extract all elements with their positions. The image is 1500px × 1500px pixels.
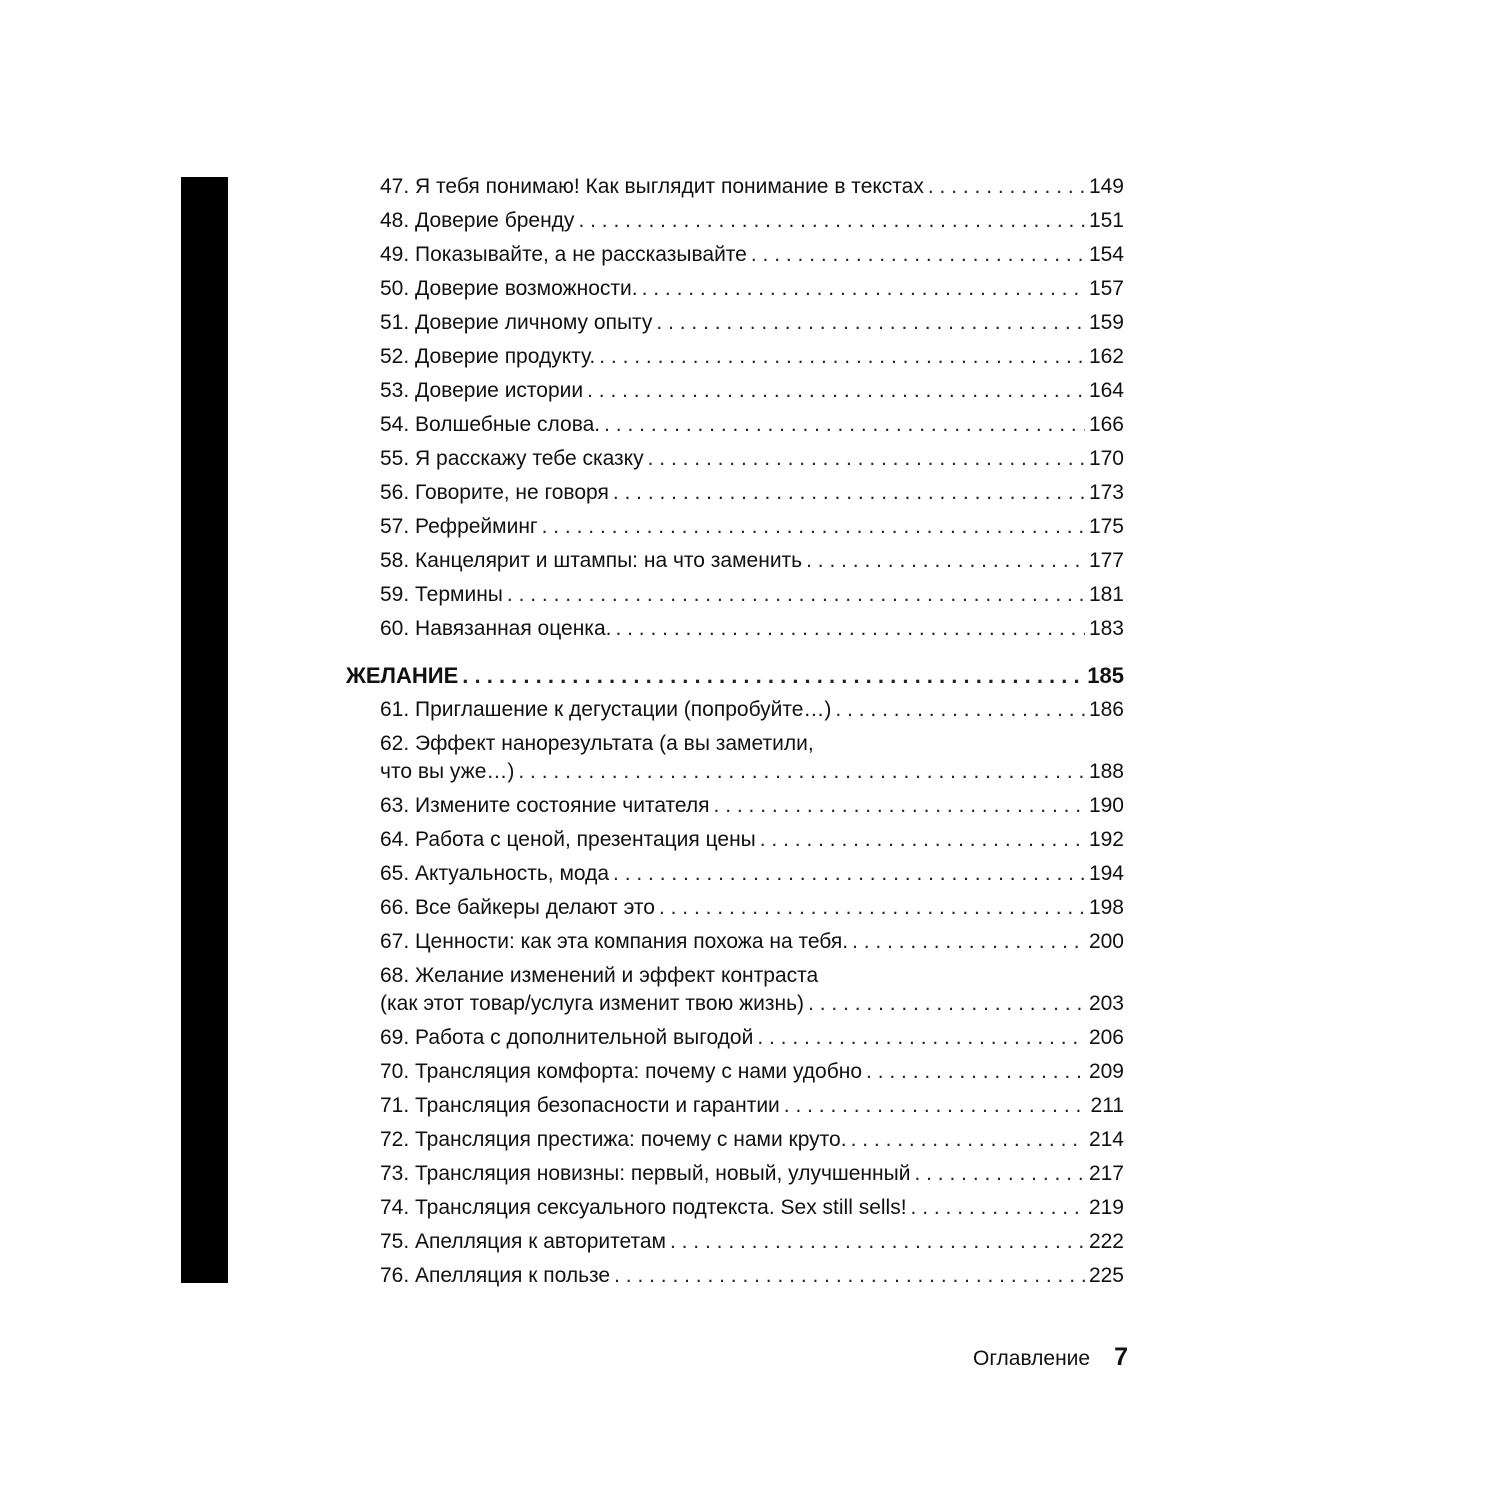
leader-dots (578, 204, 1085, 238)
toc-entry[interactable] (346, 340, 1124, 374)
toc-entry-page: 217 (1088, 1162, 1124, 1185)
leader-dots (604, 408, 1085, 442)
toc-entry-title: 59. Термины (380, 583, 503, 606)
toc-entry-title-line1: 68. Желание изменений и эффект контраста (380, 964, 819, 987)
toc-entry-page: 200 (1088, 930, 1124, 953)
toc-entry[interactable] (346, 1259, 1124, 1293)
leader-dots (613, 857, 1085, 891)
leader-dots (835, 693, 1085, 727)
toc-entry-page: 192 (1088, 828, 1124, 851)
leader-dots (518, 758, 1085, 786)
toc-entry[interactable] (346, 374, 1124, 408)
toc-entry[interactable] (346, 1089, 1124, 1123)
toc-entry[interactable] (346, 1055, 1124, 1089)
toc-entry-page: 159 (1088, 311, 1124, 334)
leader-dots (806, 544, 1085, 578)
toc-entry-page: 222 (1088, 1230, 1124, 1253)
toc-entry-title: 50. Доверие возможности. (380, 277, 638, 300)
toc-entry-title: 54. Волшебные слова. (380, 413, 601, 436)
toc-entry-title: 48. Доверие бренду (380, 209, 575, 232)
toc-entry[interactable] (346, 789, 1124, 823)
toc-entry-page: 157 (1088, 277, 1124, 300)
leader-dots (656, 306, 1085, 340)
page-footer (973, 1343, 1128, 1372)
toc-entry[interactable] (346, 476, 1124, 510)
leader-dots (928, 170, 1085, 204)
running-title: Оглавление (973, 1347, 1091, 1370)
toc-entry[interactable] (346, 544, 1124, 578)
leader-dots (808, 990, 1085, 1018)
toc-entry-title: 66. Все байкеры делают это (380, 896, 655, 919)
toc-entry-page: 154 (1088, 243, 1124, 266)
toc-entry-title: 71. Трансляция безопасности и гарантии (380, 1094, 780, 1117)
toc-entry-page: 194 (1088, 862, 1124, 885)
toc-entry[interactable] (346, 578, 1124, 612)
leader-dots (642, 272, 1085, 306)
toc-entry-page: 149 (1088, 175, 1124, 198)
toc-entry[interactable] (346, 693, 1124, 727)
leader-dots (670, 1225, 1085, 1259)
toc-entry[interactable] (346, 170, 1124, 204)
leader-dots (852, 925, 1085, 959)
toc-entry[interactable] (346, 959, 1124, 1021)
toc-entry-title: 75. Апелляция к авторитетам (380, 1230, 666, 1253)
toc-entry-title: 47. Я тебя понимаю! Как выглядит понимание в текстах (380, 175, 924, 198)
leader-dots (714, 789, 1085, 823)
leader-dots (914, 1157, 1084, 1191)
leader-dots (751, 238, 1085, 272)
leader-dots (462, 659, 1083, 693)
toc-entry-title: 76. Апелляция к пользе (380, 1264, 611, 1287)
toc-entry[interactable] (346, 306, 1124, 340)
leader-dots (599, 340, 1085, 374)
page-number: 7 (1114, 1343, 1128, 1371)
toc-entry-title: 74. Трансляция сексуального подтекста. Sex still sells! (380, 1196, 907, 1219)
leader-dots (866, 1055, 1085, 1089)
toc-entry-title: 70. Трансляция комфорта: почему с нами удобно (380, 1060, 863, 1083)
leader-dots (615, 612, 1084, 646)
toc-entry-title: 53. Доверие истории (380, 379, 584, 402)
toc-entry-page: 173 (1088, 481, 1124, 504)
toc-entry-page: 175 (1088, 515, 1124, 538)
leader-dots (760, 823, 1085, 857)
toc-entry-title: 65. Актуальность, мода (380, 862, 610, 885)
leader-dots (757, 1021, 1085, 1055)
toc-entry[interactable] (346, 925, 1124, 959)
toc-entry-page: 209 (1088, 1060, 1124, 1083)
toc-entry-title: 63. Измените состояние читателя (380, 794, 710, 817)
toc-entry-page: 219 (1088, 1196, 1124, 1219)
toc-entry[interactable] (346, 442, 1124, 476)
toc-entry-title: (как этот товар/услуга изменит твою жизнь) (380, 992, 805, 1015)
leader-dots (851, 1123, 1085, 1157)
toc-entry[interactable] (346, 1225, 1124, 1259)
toc-entry[interactable] (346, 1123, 1124, 1157)
section-title: ЖЕЛАНИЕ (346, 663, 459, 688)
toc-entry-page: 214 (1088, 1128, 1124, 1151)
toc-entry-page: 162 (1088, 345, 1124, 368)
toc-entry-page: 225 (1088, 1264, 1124, 1287)
toc-entry[interactable] (346, 823, 1124, 857)
toc-entry-title: 51. Доверие личному опыту (380, 311, 653, 334)
toc-entry-title: 73. Трансляция новизны: первый, новый, улучшенный (380, 1162, 911, 1185)
toc-entry-page: 164 (1088, 379, 1124, 402)
toc-entry-title: 61. Приглашение к дегустации (попробуйте…) (380, 698, 832, 721)
toc-entry-page: 211 (1090, 1094, 1124, 1117)
leader-dots (911, 1191, 1085, 1225)
toc-entry-title-line1: 62. Эффект нанорезультата (а вы заметили, (380, 732, 814, 755)
toc-entry-page: 206 (1088, 1026, 1124, 1049)
leader-dots (659, 891, 1085, 925)
section-marker-bar (181, 177, 228, 1283)
toc-entry[interactable] (346, 272, 1124, 306)
leader-dots (507, 578, 1085, 612)
toc-entry-page: 188 (1088, 760, 1124, 783)
toc-entry-title: 69. Работа с дополнительной выгодой (380, 1026, 754, 1049)
toc-entry-page: 190 (1088, 794, 1124, 817)
toc-entry-page: 183 (1088, 617, 1124, 640)
toc-section-heading[interactable] (346, 659, 1124, 693)
toc-entry[interactable] (346, 1157, 1124, 1191)
toc-entry-title: 72. Трансляция престижа: почему с нами круто. (380, 1128, 847, 1151)
toc-entry-title: 67. Ценности: как эта компания похожа на тебя. (380, 930, 849, 953)
toc-entry[interactable] (346, 510, 1124, 544)
leader-dots (784, 1089, 1087, 1123)
toc-entry[interactable] (346, 727, 1124, 789)
leader-dots (613, 476, 1085, 510)
toc-entry-title: 58. Канцелярит и штампы: на что заменить (380, 549, 803, 572)
section-page: 185 (1087, 663, 1124, 688)
toc-entry-title: 60. Навязанная оценка. (380, 617, 612, 640)
toc-entry-page: 181 (1088, 583, 1124, 606)
toc-entry[interactable] (346, 408, 1124, 442)
toc-entry-page: 203 (1088, 992, 1124, 1015)
toc-entry-page: 186 (1088, 698, 1124, 721)
toc-entry-page: 170 (1088, 447, 1124, 470)
toc-entry-title: 55. Я расскажу тебе сказку (380, 447, 644, 470)
leader-dots (542, 510, 1085, 544)
toc-entry[interactable] (346, 1021, 1124, 1055)
toc-entry[interactable] (346, 238, 1124, 272)
toc-entry-page: 166 (1088, 413, 1124, 436)
toc-entry[interactable] (346, 204, 1124, 238)
leader-dots (614, 1259, 1085, 1293)
toc-entry-page: 198 (1088, 896, 1124, 919)
table-of-contents (346, 170, 1124, 1293)
toc-entry-title: 64. Работа с ценой, презентация цены (380, 828, 756, 851)
toc-entry[interactable] (346, 857, 1124, 891)
leader-dots (587, 374, 1085, 408)
toc-entry-title: 49. Показывайте, а не рассказывайте (380, 243, 747, 266)
toc-entry-title: 56. Говорите, не говоря (380, 481, 609, 504)
toc-entry-page: 151 (1088, 209, 1124, 232)
toc-entry[interactable] (346, 612, 1124, 646)
toc-entry-title: 57. Рефрейминг (380, 515, 538, 538)
toc-entry-title: что вы уже…) (380, 760, 515, 783)
toc-entry-page: 177 (1088, 549, 1124, 572)
toc-entry-title: 52. Доверие продукту. (380, 345, 596, 368)
toc-entry[interactable] (346, 891, 1124, 925)
leader-dots (648, 442, 1085, 476)
toc-entry[interactable] (346, 1191, 1124, 1225)
